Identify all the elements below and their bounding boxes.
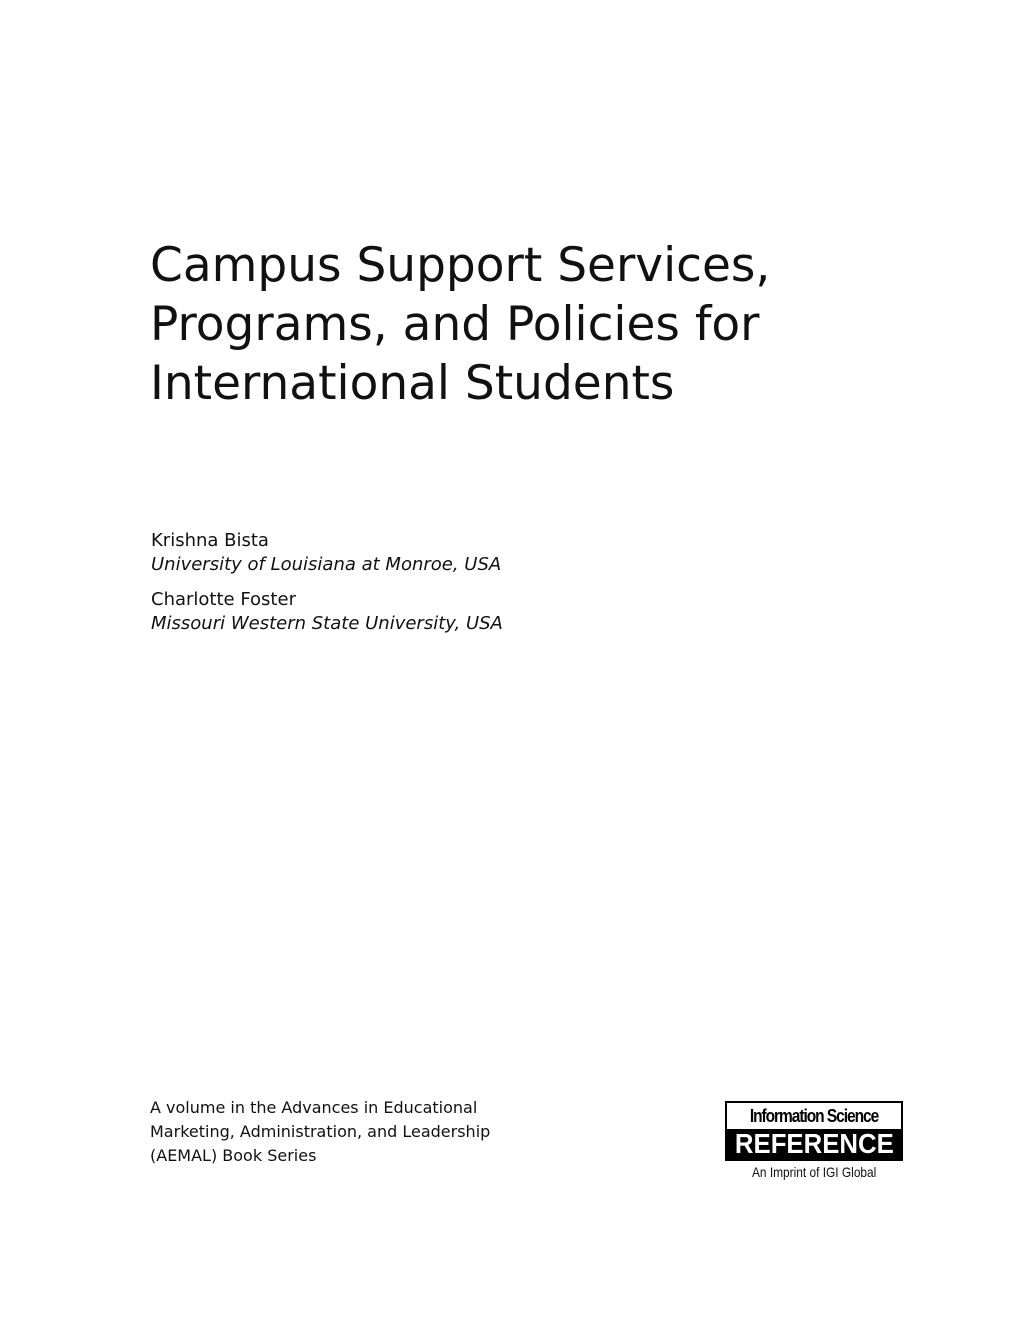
author-entry [151, 529, 751, 577]
author-affiliation: Missouri Western State University, USA [151, 613, 503, 634]
book-title [150, 236, 950, 413]
logo-imprint [725, 1162, 903, 1182]
author-affiliation: University of Louisiana at Monroe, USA [151, 554, 502, 575]
publisher-logo [725, 1101, 903, 1182]
author-name: Krishna Bista [151, 530, 269, 551]
logo-box [725, 1101, 903, 1161]
series-line-1: A volume in the Advances in Educational [150, 1098, 478, 1117]
series-note [150, 1096, 570, 1168]
logo-bottom-text: REFERENCE [734, 1128, 894, 1159]
title-line-3: International Students [150, 356, 675, 411]
series-line-3: (AEMAL) Book Series [150, 1146, 317, 1165]
title-line-2: Programs, and Policies for [150, 297, 760, 352]
author-entry [151, 588, 751, 636]
logo-top-text: Information Science [749, 1106, 879, 1126]
title-line-1: Campus Support Services, [150, 238, 771, 293]
logo-imprint-text: An Imprint of IGI Global [751, 1164, 877, 1180]
authors-block [151, 529, 751, 647]
author-name: Charlotte Foster [151, 589, 296, 610]
series-line-2: Marketing, Administration, and Leadership [150, 1122, 491, 1141]
logo-bottom-bar [727, 1129, 901, 1159]
